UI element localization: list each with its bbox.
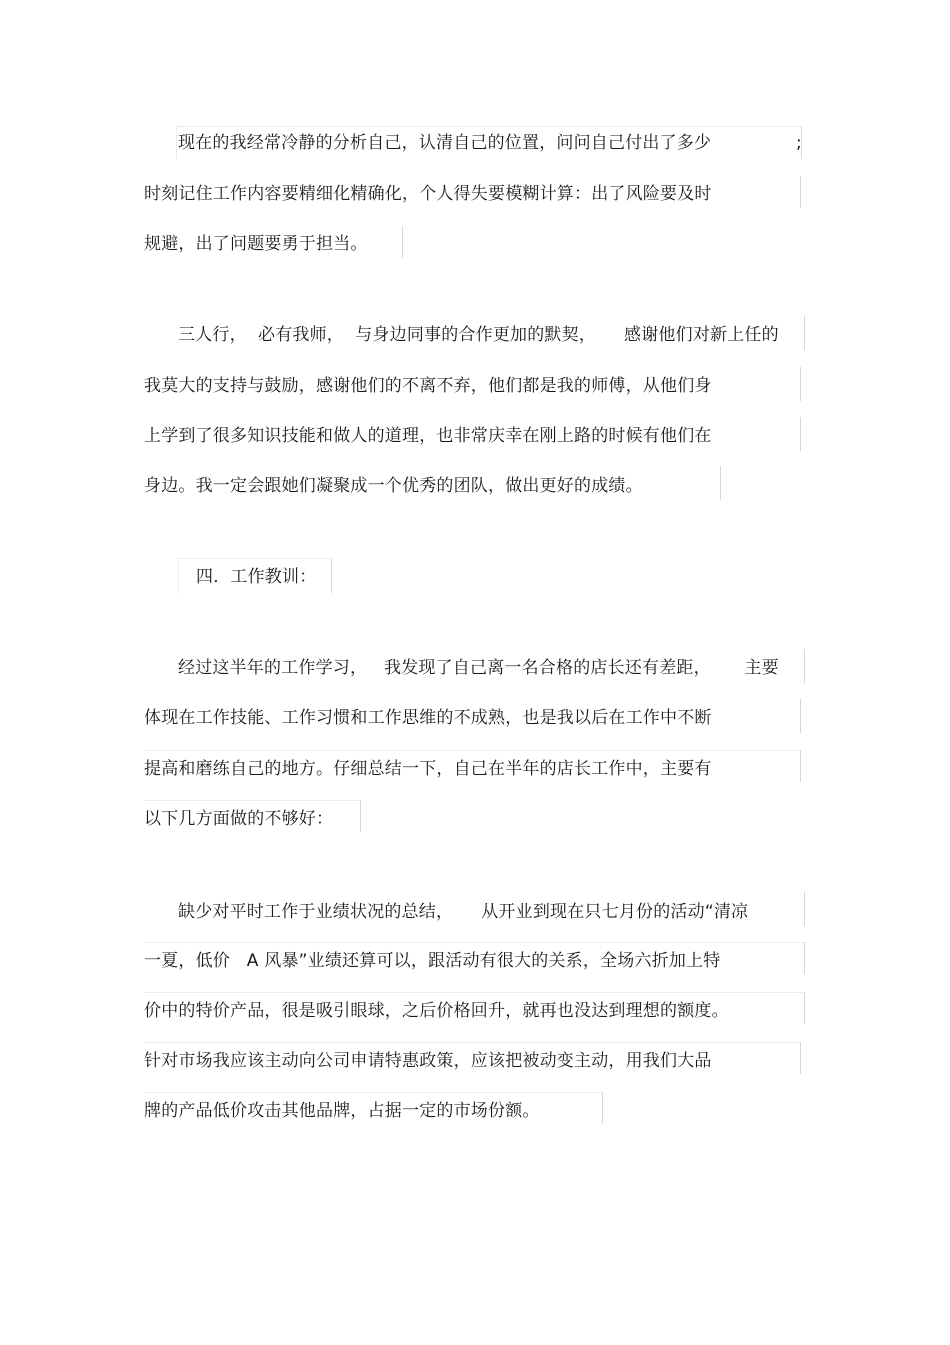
text-frame-edge	[402, 226, 403, 258]
paragraph-1-line-2: 时刻记住工作内容要精细化精确化，个人得失要模糊计算：出了风险要及时	[144, 184, 712, 204]
paragraph-1-line-3: 规避，出了问题要勇于担当。	[144, 234, 368, 254]
text-frame-edge	[800, 176, 801, 208]
text-frame-edge	[720, 466, 721, 500]
text-frame-top	[144, 1042, 800, 1043]
paragraph-2-line-4: 身边。我一定会跟她们凝聚成一个优秀的团队，做出更好的成绩。	[144, 476, 643, 496]
paragraph-3-line-1: 经过这半年的工作学习， 我发现了自己离一名合格的店长还有差距， 主要	[178, 658, 779, 678]
text-frame-edge	[360, 800, 361, 832]
text-frame-edge	[800, 699, 801, 733]
text-frame-edge	[804, 942, 805, 974]
section-heading: 四．工作教训：	[196, 567, 317, 587]
text-frame-edge	[800, 1042, 801, 1074]
text-frame-edge	[804, 316, 805, 350]
text-frame-top	[144, 942, 804, 943]
paragraph-4-line-1: 缺少对平时工作于业绩状况的总结， 从开业到现在只七月份的活动“清凉	[178, 902, 749, 922]
paragraph-1-line-1: 现在的我经常冷静的分析自己，认清自己的位置，问问自己付出了多少	[178, 133, 712, 153]
text-frame-top	[144, 1092, 602, 1093]
text-frame-edge	[804, 992, 805, 1024]
paragraph-2-line-3: 上学到了很多知识技能和做人的道理，也非常庆幸在刚上路的时候有他们在	[144, 426, 712, 446]
paragraph-4-line-2: 一夏，低价 A 风暴”业绩还算可以，跟活动有很大的关系，全场六折加上特	[144, 951, 721, 971]
text-frame-edge	[800, 750, 801, 782]
text-frame-edge	[602, 1092, 603, 1124]
text-frame-edge	[800, 367, 801, 401]
paragraph-4-line-4: 针对市场我应该主动向公司申请特惠政策，应该把被动变主动，用我们大品	[144, 1051, 712, 1071]
paragraph-3-line-3: 提高和磨练自己的地方。仔细总结一下，自己在半年的店长工作中，主要有	[144, 759, 712, 779]
paragraph-4-line-3: 价中的特价产品，很是吸引眼球，之后价格回升，就再也没达到理想的额度。	[144, 1001, 729, 1021]
text-frame-top	[144, 800, 360, 801]
text-frame-edge	[804, 892, 805, 926]
text-frame-top	[144, 992, 804, 993]
text-frame-edge	[800, 417, 801, 451]
text-frame-top	[144, 750, 800, 751]
paragraph-2-line-1: 三人行， 必有我师， 与身边同事的合作更加的默契， 感谢他们对新上任的	[178, 325, 779, 345]
paragraph-4-line-5: 牌的产品低价攻击其他品牌，占据一定的市场份额。	[144, 1101, 540, 1121]
paragraph-3-line-4: 以下几方面做的不够好：	[144, 809, 334, 829]
paragraph-2-line-2: 我莫大的支持与鼓励，感谢他们的不离不弃，他们都是我的师傅，从他们身	[144, 376, 712, 396]
paragraph-3-line-2: 体现在工作技能、工作习惯和工作思维的不成熟，也是我以后在工作中不断	[144, 708, 712, 728]
paragraph-1-trailing-mark: ;	[796, 133, 802, 153]
text-frame-edge	[804, 649, 805, 683]
